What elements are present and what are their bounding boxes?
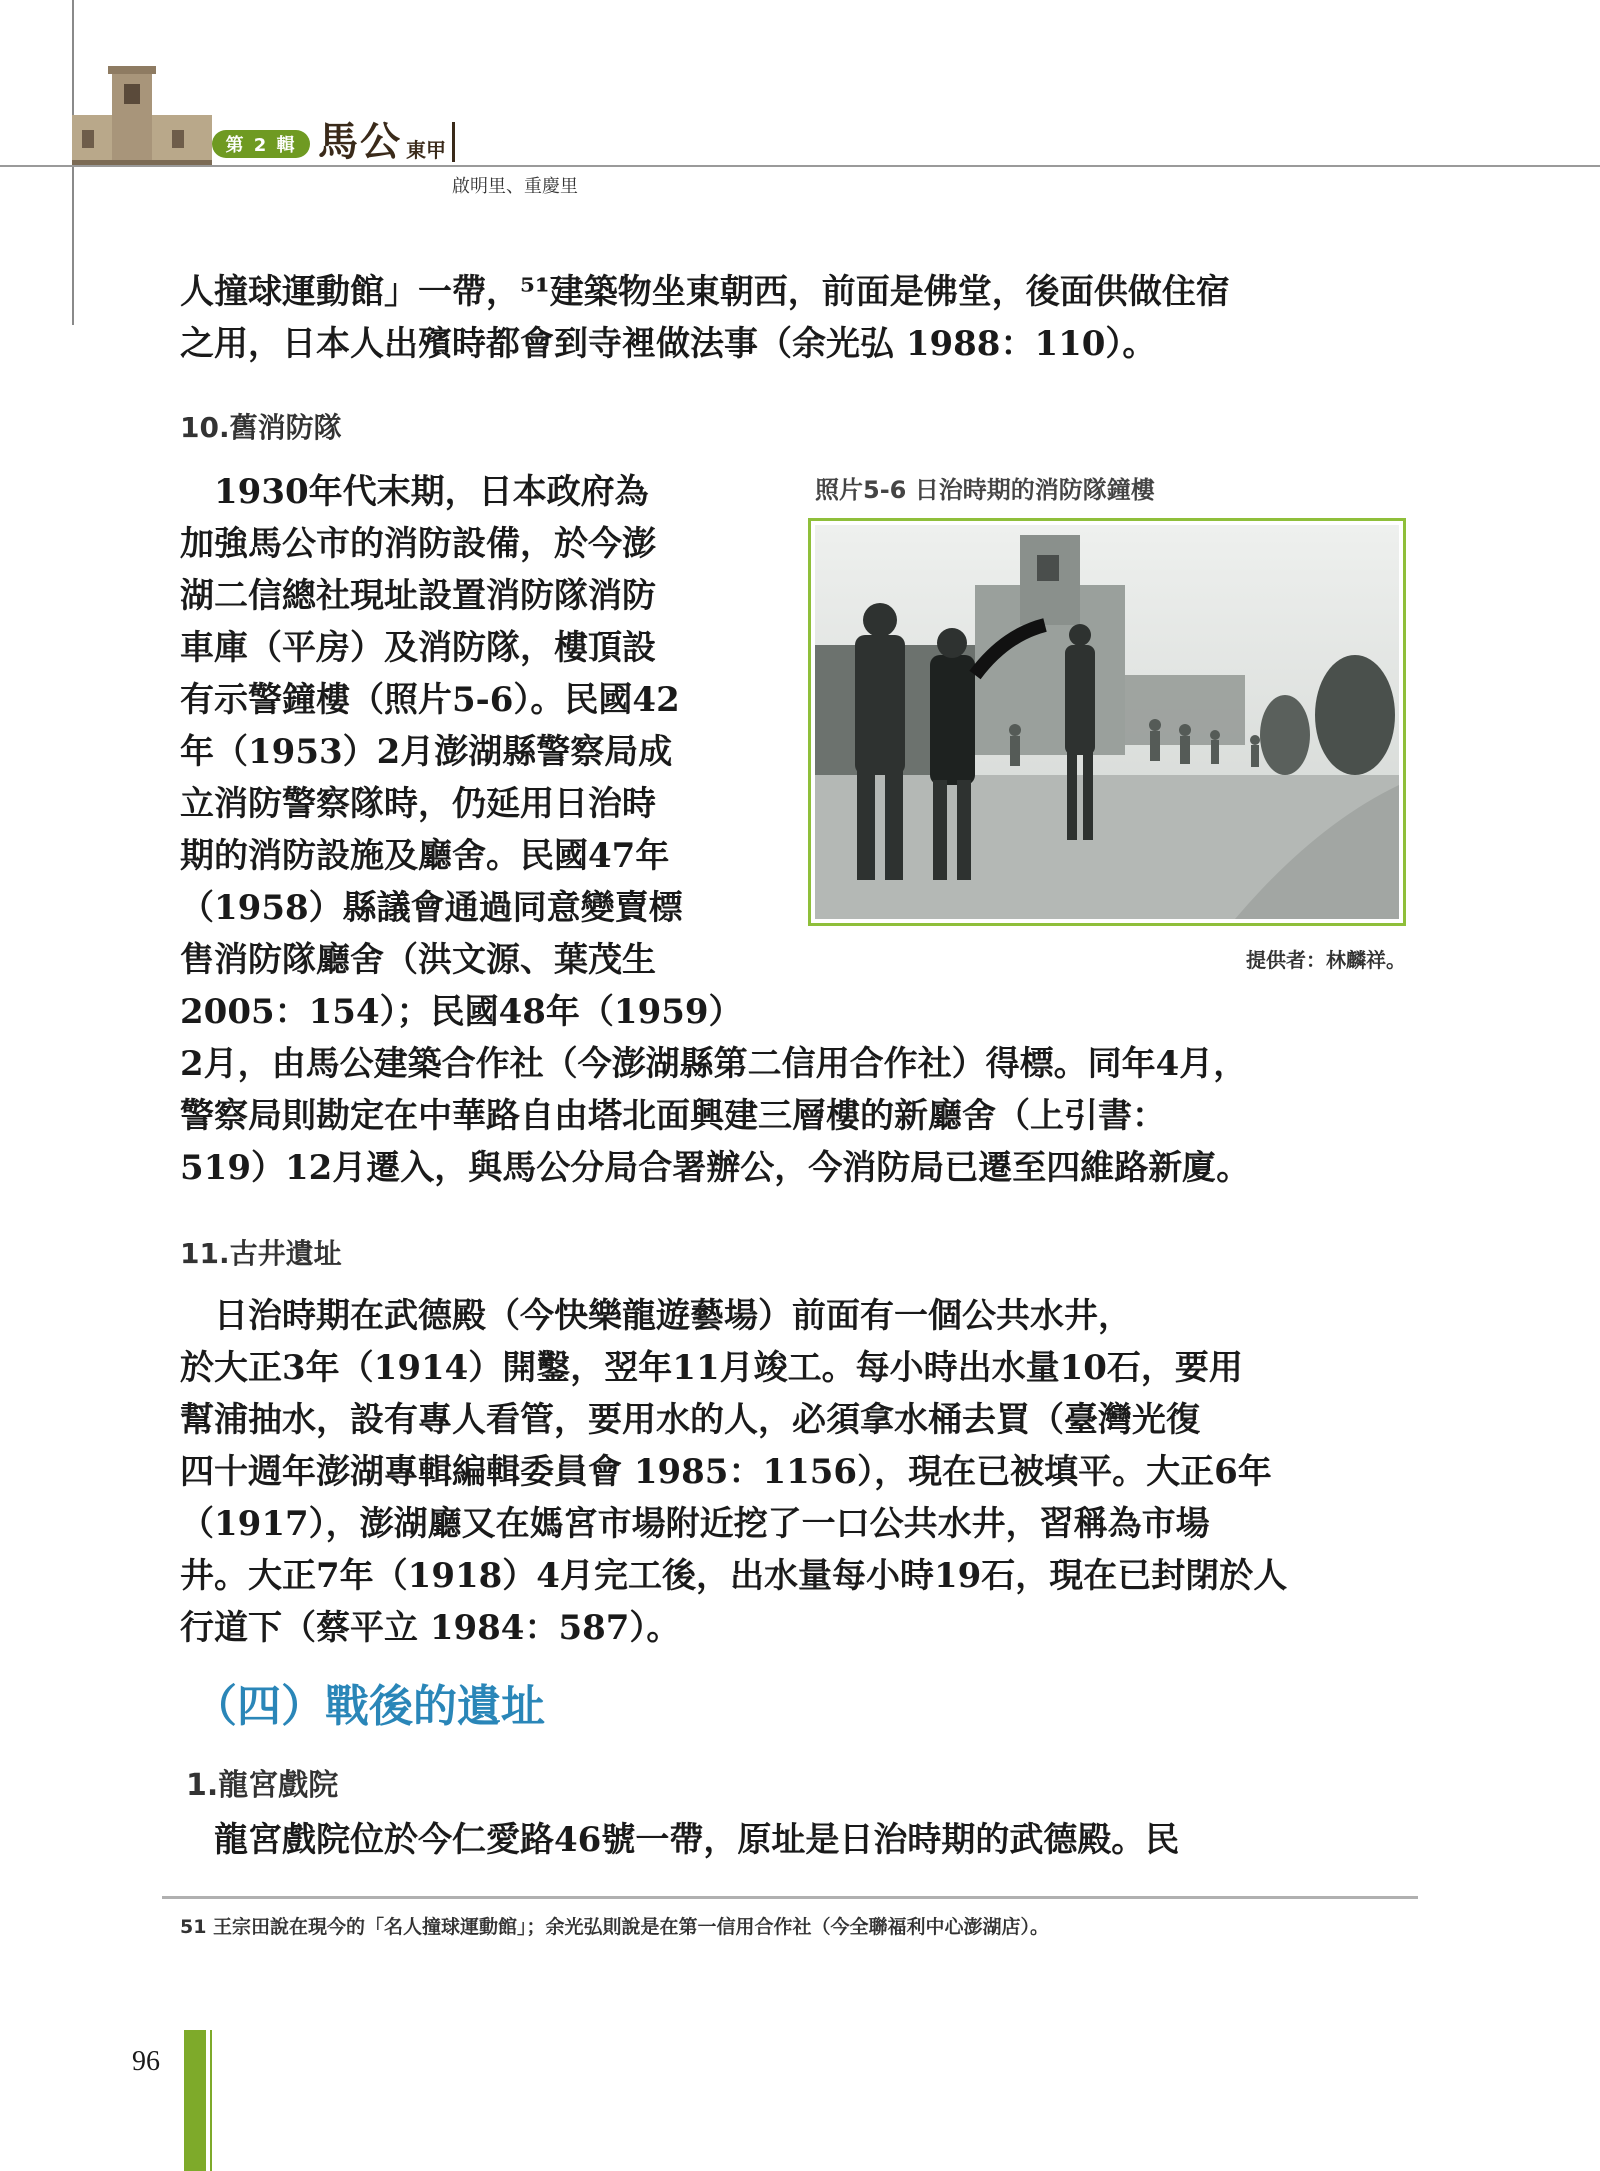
header-subtitle: 啟明里、重慶里: [452, 176, 578, 197]
paragraph-fire-brigade-left: 1930年代末期，日本政府為 加強馬公市的消防設備，於今澎 湖二信總社現址設置消防隊消防 車庫（平房）及消防隊，樓頂設 有示警鐘樓（照片5-6）。民國42 年（1953）2月澎湖縣警察局成 立消防警察隊時，仍延用日治時 期的消防設施及廳舍。民國47年 （1958）縣議會通過同意變賣標 售消防隊廳舍（洪文源、葉茂生 2005：154）；民國48年（1959）: [180, 472, 743, 1032]
photo-credit: 提供者：林麟祥。: [1246, 948, 1406, 972]
chapter-badge: 第 2 輯: [212, 130, 310, 158]
book-title: [318, 120, 446, 164]
photo-frame: [808, 518, 1406, 926]
book-title-main: 馬公: [318, 118, 402, 165]
page-accent-line: [210, 2030, 212, 2171]
paragraph-ancient-well: 日治時期在武德殿（今快樂龍遊藝場）前面有一個公共水井， 於大正3年（1914）開鑿，翌年11月竣工。每小時出水量10石，要用 幫浦抽水，設有專人看管，要用水的人，必須拿水桶去買（臺灣光復 四十週年澎湖專輯編輯委員會 1985：1156），現在已被填平。大正6年 （1917），澎湖廳又在媽宮市場附近挖了一口公共水井，習稱為市場 井。大正7年（1918）4月完工後，出水量每小時19石，現在已封閉於人 行道下（蔡平立 1984：587）。: [180, 1296, 1288, 1648]
fire-brigade-photo: [815, 525, 1399, 919]
paragraph-longgong-theater: 龍宮戲院位於今仁愛路46號一帶，原址是日治時期的武德殿。民: [180, 1820, 1180, 1860]
building-logo-icon: [72, 60, 212, 165]
photo-caption: 照片5-6 日治時期的消防隊鐘樓: [815, 476, 1155, 504]
header-horizontal-rule: [0, 165, 1600, 167]
page-accent-bar: [184, 2030, 206, 2171]
paragraph-intro: 人撞球運動館」一帶，⁵¹建築物坐東朝西，前面是佛堂，後面供做住宿 之用，日本人出殯時都會到寺裡做法事（余光弘 1988：110）。: [180, 272, 1230, 364]
section-heading-ancient-well: 11.古井遺址: [180, 1237, 342, 1270]
section-heading-old-fire-brigade: 10.舊消防隊: [180, 411, 342, 444]
page-number: 96: [132, 2046, 160, 2077]
paragraph-fire-brigade-cont: 2月，由馬公建築合作社（今澎湖縣第二信用合作社）得標。同年4月， 警察局則勘定在中華路自由塔北面興建三層樓的新廳舍（上引書： 519）12月遷入，與馬公分局合署辦公，今消防局已遷至四維路新廈。: [180, 1044, 1251, 1188]
footnote: 51 王宗田說在現今的「名人撞球運動館」；余光弘則說是在第一信用合作社（今全聯福利中心澎湖店）。: [180, 1916, 1050, 1938]
section-heading-postwar-sites: （四）戰後的遺址: [193, 1681, 545, 1732]
section-heading-longgong-theater: 1.龍宮戲院: [186, 1768, 339, 1803]
footnote-rule: [162, 1896, 1418, 1899]
header-title-divider: [452, 122, 455, 162]
book-title-sub: 東甲: [406, 138, 446, 162]
